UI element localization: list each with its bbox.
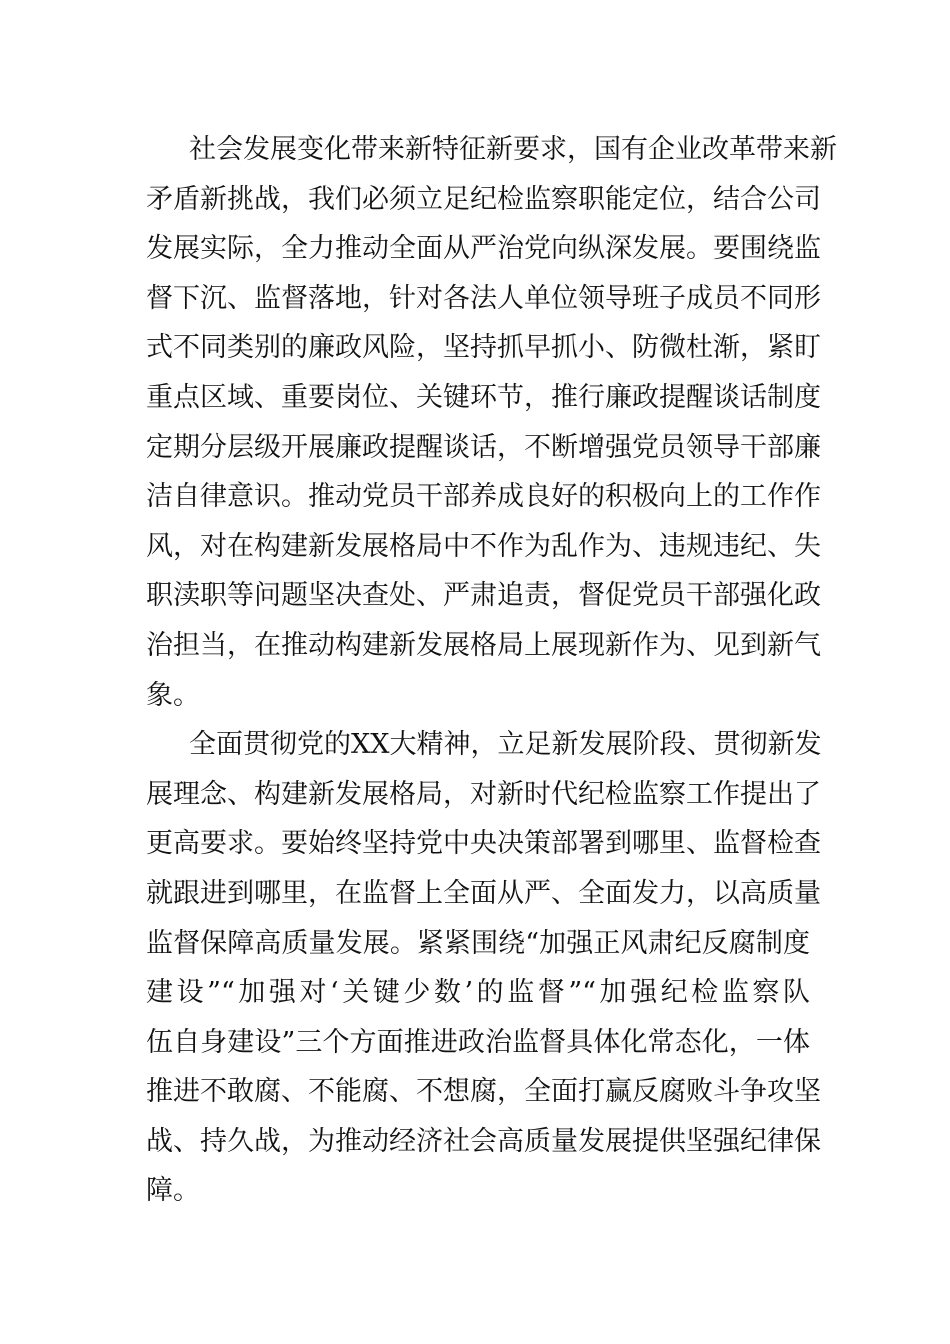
paragraph-line: 伍自身建设”三个方面推进政治监督具体化常态化，一体	[146, 1026, 810, 1058]
paragraph-line: 全面贯彻党的XX大精神，立足新发展阶段、贯彻新发	[189, 729, 822, 761]
paragraph-line: 社会发展变化带来新特征新要求，国有企业改革带来新	[189, 134, 837, 165]
paragraph-line: 矛盾新挑战，我们必须立足纪检监察职能定位，结合公司	[146, 183, 821, 215]
paragraph-line: 战、持久战，为推动经济社会高质量发展提供坚强纪律保	[146, 1125, 821, 1157]
paragraph-line: 更高要求。要始终坚持党中央决策部署到哪里、监督检查	[146, 828, 821, 860]
paragraph-1	[146, 125, 837, 720]
paragraph-line: 职渎职等问题坚决查处、严肃追责，督促党员干部强化政	[146, 580, 821, 612]
paragraph-line: 洁自律意识。推动党员干部养成良好的积极向上的工作作	[146, 481, 821, 513]
paragraph-line: 式不同类别的廉政风险，坚持抓早抓小、防微杜渐，紧盯	[146, 332, 821, 364]
paragraph-2	[146, 720, 822, 1216]
paragraph-line: 治担当，在推动构建新发展格局上展现新作为、见到新气	[146, 629, 821, 661]
paragraph-line: 监督保障高质量发展。紧紧围绕“加强正风肃纪反腐制度	[146, 927, 810, 959]
paragraph-line: 展理念、构建新发展格局，对新时代纪检监察工作提出了	[146, 778, 821, 810]
paragraph-line: 重点区域、重要岗位、关键环节，推行廉政提醒谈话制度	[146, 381, 821, 413]
paragraph-line: 障。	[146, 1175, 200, 1207]
paragraph-line: 发展实际，全力推动全面从严治党向纵深发展。要围绕监	[146, 233, 821, 265]
paragraph-line: 就跟进到哪里，在监督上全面从严、全面发力，以高质量	[146, 877, 821, 909]
paragraph-line: 定期分层级开展廉政提醒谈话，不断增强党员领导干部廉	[146, 431, 821, 463]
document-body	[146, 125, 837, 1216]
paragraph-line: 建设”“加强对‘关键少数’的监督”“加强纪检监察队	[146, 977, 810, 1009]
paragraph-line: 推进不敢腐、不能腐、不想腐，全面打赢反腐败斗争攻坚	[146, 1076, 821, 1108]
paragraph-line: 风，对在构建新发展格局中不作为乱作为、违规违纪、失	[146, 530, 821, 562]
paragraph-line: 督下沉、监督落地，针对各法人单位领导班子成员不同形	[146, 282, 821, 314]
paragraph-line: 象。	[146, 679, 200, 711]
